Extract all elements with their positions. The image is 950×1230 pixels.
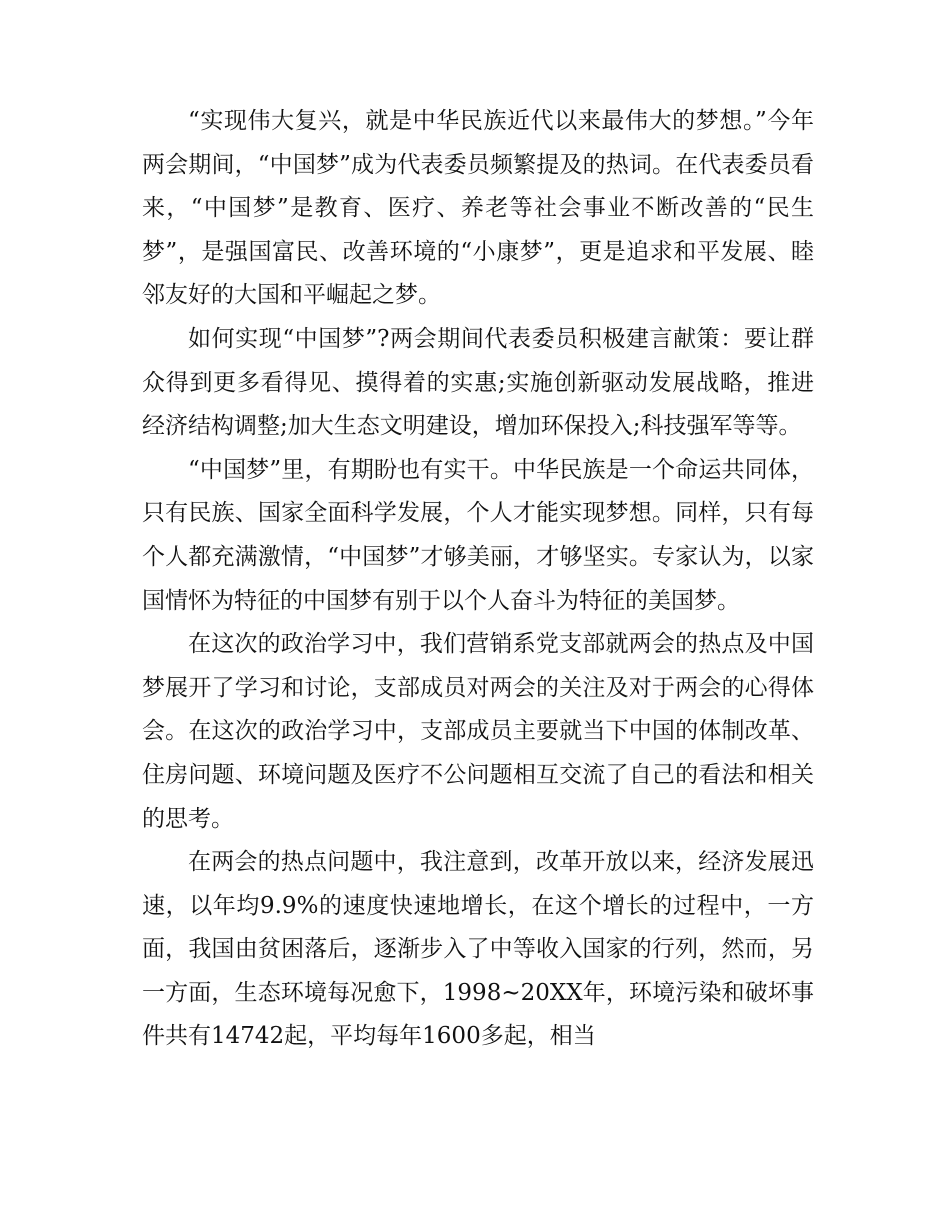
paragraph-chinese-dream-intro: “实现伟大复兴，就是中华民族近代以来最伟大的梦想。”今年两会期间，“中国梦”成为代表委员频繁提及的热词。在代表委员看来，“中国梦”是教育、医疗、养老等社会事业不断改善的“民生梦”，是强国富民、改善环境的“小康梦”，更是追求和平发展、睦邻友好的大国和平崛起之梦。 bbox=[142, 108, 814, 309]
paragraph-how-to-realize: 如何实现“中国梦”?两会期间代表委员积极建言献策：要让群众得到更多看得见、摸得着的实惠;实施创新驱动发展战略，推进经济结构调整;加大生态文明建设，增加环保投入;科技强军等等。 bbox=[142, 325, 814, 440]
paragraph-political-study: 在这次的政治学习中，我们营销系党支部就两会的热点及中国梦展开了学习和讨论，支部成员对两会的关注及对于两会的心得体会。在这次的政治学习中，支部成员主要就当下中国的体制改革、住房问题、环境问题及医疗不公问题相互交流了自己的看法和相关的思考。 bbox=[142, 631, 814, 832]
paragraph-hot-issues: 在两会的热点问题中，我注意到，改革开放以来，经济发展迅速，以年均9.9%的速度快速地增长，在这个增长的过程中，一方面，我国由贫困落后，逐渐步入了中等收入国家的行列，然而，另一方面，生态环境每况愈下，1998~20XX年，环境污染和破坏事件共有14742起，平均每年1600多起，相当 bbox=[142, 849, 814, 1050]
document-page bbox=[142, 100, 814, 1059]
paragraph-expectation-and-work: “中国梦”里，有期盼也有实干。中华民族是一个命运共同体，只有民族、国家全面科学发展，个人才能实现梦想。同样，只有每个人都充满激情，“中国梦”才够美丽，才够坚实。专家认为，以家国情怀为特征的中国梦有别于以个人奋斗为特征的美国梦。 bbox=[142, 456, 814, 614]
